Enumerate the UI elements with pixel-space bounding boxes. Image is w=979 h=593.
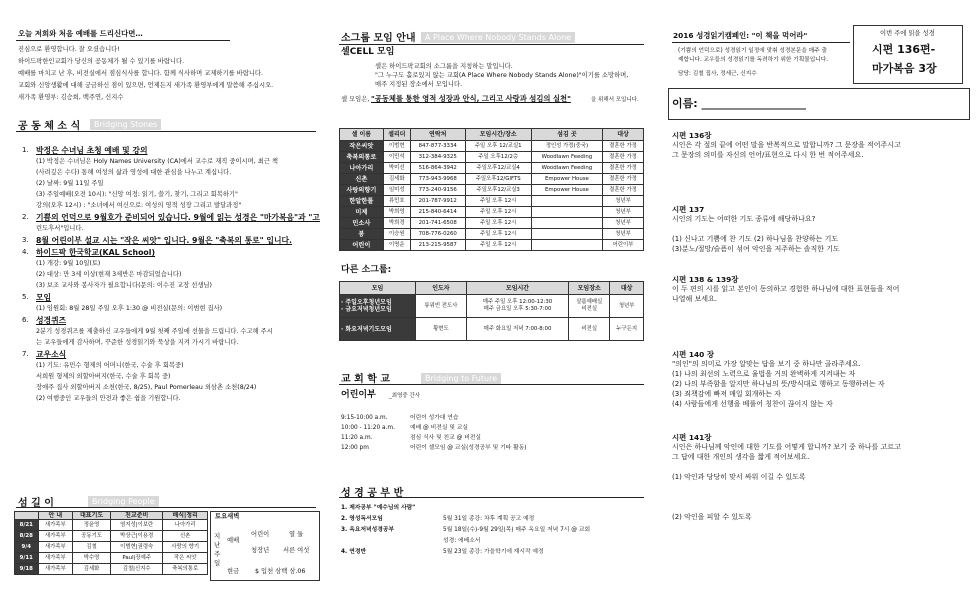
- cell-line: 셀은 하이드팍교회의 소그룹을 지칭하는 말입니다.: [375, 63, 513, 70]
- community-item-detail: (1) 박정은 수녀님은 Holy Names University (CA)에서 교수로 재직 중이시며, 최근 책: [36, 158, 278, 165]
- school-sub-small: _최영중 간사: [389, 393, 421, 399]
- cell-table-cell: [531, 196, 602, 207]
- motto: "공동체를 통한 영적 성장과 안식, 그리고 사랑과 섬김의 실천": [371, 94, 571, 103]
- cell-table-cell: 청년부: [603, 196, 644, 207]
- cell-table-cell: 847-877-3334: [410, 141, 465, 152]
- cell-line: 매주 지정된 장소에서 모입니다.: [375, 81, 463, 88]
- cell-table-cell: 민소사: [340, 218, 384, 229]
- serving-title: 섬 길 이: [18, 498, 54, 509]
- other-groups-header: 모임시간: [466, 282, 568, 295]
- question-line: 그 답에 대한 개인의 생각을 짧게 적어보세요.: [672, 453, 810, 461]
- community-item-number: 2.: [22, 213, 29, 221]
- cell-table-cell: 정인성 가정(중국): [531, 141, 602, 152]
- other-groups-header: 대상: [610, 282, 644, 295]
- cash-label: 현금: [227, 568, 240, 575]
- serving-header: 친교준비: [111, 512, 163, 520]
- attendance-box: [210, 511, 320, 581]
- other-groups-header: 모임: [340, 282, 416, 295]
- serving-cell: 9/18: [15, 564, 39, 575]
- question-line: 이 두 편의 시를 읽고 본인이 동의하고 경험한 하나님에 대한 표현들을 적어: [672, 285, 900, 293]
- cell-title: 셀CELL 모임: [341, 47, 395, 57]
- cell-table-row: [340, 229, 644, 240]
- welcome-line: 교회와 신앙생활에 대해 궁금하신 점이 있으면, 언제든지 새가족 환영부에게 말씀해 주십시오.: [18, 82, 274, 89]
- serving-cell: 사랑의 향기: [163, 542, 208, 553]
- cell-table-cell: 773-943-9968: [410, 174, 465, 185]
- cell-table-cell: Empower House: [531, 185, 602, 196]
- cell-table-cell: 작은씨앗: [340, 141, 384, 152]
- question-line: (1) 악인과 당당히 맞서 싸워 이길 수 있도록: [672, 473, 806, 481]
- cell-table-row: [340, 141, 644, 152]
- serving-cell: 김철: [73, 542, 111, 553]
- other-groups-cell: 살롬예배실 비전실: [569, 295, 610, 318]
- children-count: 열 둘: [289, 531, 304, 538]
- cell-table-row: [340, 207, 644, 218]
- reading-box-label: 이번 주에 읽을 성경: [880, 30, 935, 37]
- cell-table-cell: 청년부: [603, 218, 644, 229]
- community-item-detail: 는 교우들에게 감사하며, 꾸준한 성경읽기와 묵상을 지켜 가시기 바랍니다.: [36, 339, 239, 346]
- serving-row: [15, 542, 208, 553]
- worship-label: 예배: [227, 537, 240, 544]
- serving-cell: 새가족부: [38, 542, 73, 553]
- question-line: (1) 신나고 기쁨에 찬 기도 (2) 하나님을 찬양하는 기도: [672, 235, 839, 243]
- cell-table-cell: Empower House: [531, 174, 602, 185]
- other-groups-cell: · 화요저녁기도모임: [340, 318, 416, 341]
- campaign-intro: (기쁨의 언덕으로) 성경읽기 일정에 맞춰 성경본문을 매주 출: [678, 48, 827, 54]
- serving-cell: 새가족부: [38, 531, 73, 542]
- offering-amount: $ 입천 삼백 삼.06: [255, 568, 306, 575]
- school-activity: 어린이 셀모임 @ 교실(성경공부 및 기타 활동): [410, 445, 527, 451]
- cell-table-row: [340, 152, 644, 163]
- cell-table-cell: 312-384-9325: [410, 152, 465, 163]
- community-item-title: 성경퀴즈: [36, 316, 67, 325]
- serving-cell: 정윤영: [73, 520, 111, 531]
- serving-cell: 새가족부: [38, 564, 73, 575]
- serving-table: [14, 511, 208, 575]
- cell-table-cell: 한알한톨: [340, 196, 384, 207]
- smallgroup-title: 소그룹 모임 안내: [341, 33, 416, 44]
- cell-table-cell: [531, 240, 602, 251]
- other-groups-table: [339, 281, 644, 341]
- serving-cell: 김철|신지수: [111, 564, 163, 575]
- serving-cell: 박상근|이용경: [111, 531, 163, 542]
- cell-table-cell: 청년부: [603, 229, 644, 240]
- children-label: 어린이: [251, 531, 270, 538]
- serving-cell: 염지성|이보란: [111, 520, 163, 531]
- campaign-intro: 제합니다. 교우들의 성경읽기를 독려하기 위한 기획물입니다.: [678, 57, 829, 63]
- cell-table-cell: 결혼한 가정: [603, 174, 644, 185]
- community-item-title: 기쁨의 언덕으로 9월호가 준비되어 있습니다. 9월에 읽는 성경은 "마가복음"과 "고: [36, 213, 320, 222]
- community-item-number: 3.: [22, 236, 29, 244]
- cell-table-cell: [531, 229, 602, 240]
- cell-table-cell: 708-776-0260: [410, 229, 465, 240]
- community-item-number: 4.: [22, 248, 29, 256]
- community-item-detail: (2) 여행중인 교우들의 안전과 좋은 쉼을 기원합니다.: [36, 395, 181, 402]
- school-time: 11:20 a.m.: [341, 435, 373, 441]
- cell-table-cell: 215-840-6414: [410, 207, 465, 218]
- cell-table-cell: Woodlawn Feeding: [531, 163, 602, 174]
- study-detail: 5월 18일(수)-9월 29일(목) 매주 옥요일 저녁 7시 @ 교회: [443, 527, 591, 533]
- question-line: (4) 사람들에게 선행을 베풀어 칭찬이 끊이지 않는 자: [672, 400, 833, 408]
- cell-table-header: 셀리더: [383, 129, 410, 141]
- serving-row: [15, 531, 208, 542]
- cell-table-cell: 청년부: [603, 207, 644, 218]
- cell-table-cell: Woodlawn Feeding: [531, 152, 602, 163]
- community-ghost: Bridging Stones: [90, 119, 161, 130]
- cell-table-row: [340, 163, 644, 174]
- cell-table-cell: 213-215-9587: [410, 240, 465, 251]
- community-item-number: 5.: [22, 293, 29, 301]
- cell-table-cell: 신촌: [340, 174, 384, 185]
- serving-cell: 나아가리: [163, 520, 208, 531]
- other-groups-row: [340, 295, 644, 318]
- school-activity: 점심 식사 및 친교 @ 비전실: [410, 435, 482, 441]
- cell-table-header: 섬김 곳: [531, 129, 602, 141]
- column-middle: [335, 0, 655, 593]
- cell-table-cell: 주일 오후 12시: [465, 196, 531, 207]
- study-detail: 5월 31일 종강: 차후 계획 공고 예정: [443, 516, 535, 522]
- name-field-label: 이름: ___________________: [672, 97, 806, 110]
- question-line: 나열해 보세요.: [672, 295, 718, 303]
- other-groups-title: 다른 소그룹:: [341, 265, 392, 275]
- cell-table-cell: 201-741-6508: [410, 218, 465, 229]
- welcome-line: 진심으로 환영합니다. 잘 오셨습니다!: [18, 46, 120, 53]
- other-groups-cell: 류위빈 전도사: [415, 295, 466, 318]
- serving-cell: 8/21: [15, 520, 39, 531]
- question-line: (3)분노/절망/슬픔이 섞여 악인을 저주하는 솔직한 기도: [672, 245, 840, 253]
- cell-table-cell: 류민호: [383, 196, 410, 207]
- cell-table-cell: 나아가리: [340, 163, 384, 174]
- name-box[interactable]: [668, 88, 970, 120]
- question-title: 시편 141장: [672, 433, 712, 442]
- cell-table-cell: 201-787-9912: [410, 196, 465, 207]
- cell-table-cell: 주일 오후 12시: [465, 207, 531, 218]
- welcome-line: 새가족 환영부: 김승희, 백주연, 신지수: [18, 94, 124, 101]
- cell-table-cell: 미제: [340, 207, 384, 218]
- community-item-detail: 서희원 형제의 외할아버지(한국, 수술 후 회복 중): [36, 373, 171, 380]
- smallgroup-ghost: A Place Where Nobody Stands Alone: [421, 32, 575, 43]
- cell-table-cell: 주일 오후 12시: [465, 218, 531, 229]
- community-title: 공 동 체 소 식: [18, 121, 81, 132]
- cell-table-cell: 결혼한 가정: [603, 152, 644, 163]
- serving-cell: 박수영: [73, 553, 111, 564]
- cell-table-cell: 축복의통로: [340, 152, 384, 163]
- other-groups-cell: 청년부: [610, 295, 644, 318]
- other-groups-cell: 매주 화요일 저녁 7:00-8:00: [466, 318, 568, 341]
- serving-header: 대표기도: [73, 512, 111, 520]
- question-line: 시인은 하나님께 악인에 대한 기도를 어떻게 합니까? 보기 중 하나를 고르고: [672, 443, 901, 451]
- cell-table-cell: 임미성: [383, 185, 410, 196]
- serving-cell: 9/11: [15, 553, 39, 564]
- study-name: 1. 제자공부 "예수님의 사람": [341, 505, 416, 511]
- community-item-title: 박정은 수녀님 초청 예배 및 강의: [36, 146, 148, 155]
- community-item-detail: (1) 기도: 유민수 형제의 어머니(한국, 수술 후 회복중): [36, 362, 184, 369]
- serving-ghost: Bridging People: [88, 496, 159, 507]
- school-ghost: Bridging to Future: [421, 373, 501, 384]
- cell-table-row: [340, 185, 644, 196]
- cell-table-cell: 주일 오후 12/교실1: [465, 141, 531, 152]
- community-item-title: 하이드팍 한국학교(KAL School): [36, 248, 156, 257]
- school-title: 교 회 학 교: [341, 374, 391, 385]
- cell-table-cell: [531, 218, 602, 229]
- column-left: [0, 0, 330, 593]
- community-item-detail: 2분기 성경퀴즈를 제출하신 교우들에게 9월 첫째 주일에 선물을 드립니다. 수고해 주시: [36, 328, 273, 335]
- study-detail: 성경: 에베소서: [443, 538, 481, 544]
- community-item-detail: (2) 대상: 만 3세 이상(현재 3세반은 마감되었습니다): [36, 271, 182, 278]
- question-line: (2) 나의 부족함을 알지만 하나님의 뜻/방식대로 행하고 동행하려는 자: [672, 380, 885, 388]
- serving-cell: 김세화: [73, 564, 111, 575]
- community-item-number: 6.: [22, 316, 29, 324]
- question-line: (3) 죄책감에 빠져 매일 회개하는 자: [672, 390, 781, 398]
- serving-cell: 공동기도: [73, 531, 111, 542]
- motto-prefix: 셀 모임은,: [341, 96, 370, 103]
- cell-table-row: [340, 218, 644, 229]
- cell-table-cell: [531, 207, 602, 218]
- column-right: [668, 0, 973, 593]
- serving-row: [15, 553, 208, 564]
- reading-box-line2: 마가복음 3장: [872, 62, 937, 75]
- other-groups-header: 모임장소: [569, 282, 610, 295]
- study-name: 2. 영성독서모임: [341, 516, 383, 522]
- cell-table-cell: 어린이: [340, 240, 384, 251]
- other-groups-cell: · 주일오후청년모임 · 금요저녁청년모임: [340, 295, 416, 318]
- community-item-detail: (2) 날짜: 9월 11일 주일: [36, 180, 104, 187]
- question-line: 그 문장의 의미를 자신의 언어/표현으로 다시 한 번 적어주세요.: [672, 151, 864, 159]
- cell-table-cell: 주일 오후 12시: [465, 240, 531, 251]
- other-groups-cell: 비전실: [569, 318, 610, 341]
- community-item-detail: (1) 임원회: 8월 28일 주일 오후 1:30 @ 비전실(문의: 이범현 집사): [36, 305, 223, 312]
- saturday-dawn-label: 토요새벽: [215, 513, 240, 520]
- campaign-title: 2016 성경읽기캠페인: "이 책을 먹어라": [673, 31, 808, 40]
- community-item-title: 교우소식: [36, 350, 67, 359]
- cell-table: [339, 128, 644, 251]
- serving-row: [15, 520, 208, 531]
- serving-cell: 작은 씨앗: [163, 553, 208, 564]
- motto-suffix: 을 위해서 모입니다.: [591, 97, 639, 103]
- cell-table-header: 연락처: [410, 129, 465, 141]
- serving-cell: 축복의통로: [163, 564, 208, 575]
- serving-row: [15, 564, 208, 575]
- school-time: 10:00 - 11:20 a.m.: [341, 425, 395, 431]
- school-time: 12:00 pm: [341, 445, 369, 451]
- cell-table-cell: 결혼한 가정: [603, 141, 644, 152]
- cell-table-cell: 이명운: [383, 240, 410, 251]
- serving-cell: 새가족부: [38, 553, 73, 564]
- school-sub: 어린이부: [341, 390, 376, 400]
- community-item-detail: (사려깊은 수다) 통해 여성의 삶과 영성에 대한 관심을 나누고 계십니다.: [36, 169, 232, 176]
- cell-table-cell: 이승원: [383, 229, 410, 240]
- other-groups-cell: 황현도: [415, 318, 466, 341]
- other-groups-header: 인도자: [415, 282, 466, 295]
- community-item-number: 1.: [22, 146, 29, 154]
- school-time: 9:15-10:00 a.m.: [341, 415, 388, 421]
- community-item-number: 7.: [22, 350, 29, 358]
- question-line: (1) 나의 최선의 노력으로 율법을 거의 완벽하게 지켜내는 자: [672, 370, 856, 378]
- cell-table-cell: 주일오후12/교실4: [465, 163, 531, 174]
- question-title: 시편 137: [672, 205, 705, 214]
- cell-table-cell: 주일오후12/GIFTS: [465, 174, 531, 185]
- study-detail: 5월 23일 종강: 가을학기에 재시작 예정: [443, 549, 544, 555]
- cell-table-cell: 주일오후12/교실3: [465, 185, 531, 196]
- question-line: 시인의 기도는 어떠한 기도 종류에 해당하나요?: [672, 215, 816, 223]
- cell-table-cell: 주일 오후12/2층: [465, 152, 531, 163]
- reading-box: [853, 25, 963, 84]
- serving-cell: Paul|장예주: [111, 553, 163, 564]
- serving-header: 배식|정리: [163, 512, 208, 520]
- offering-label: 지난주일: [214, 532, 221, 567]
- question-line: 시인은 각 절의 끝에 어떤 말을 반복적으로 말합니까? 그 문장을 적어주시고: [672, 141, 901, 149]
- adult-label: 청장년: [251, 547, 270, 554]
- school-activity: 예배 @ 비전실 및 교실: [410, 425, 468, 431]
- community-item-title: 8월 어린이부 설교 시는 "작은 씨앗" 입니다. 9월은 "축복의 통로" 입니다.: [36, 236, 292, 245]
- cell-table-cell: 결혼한 가정: [603, 163, 644, 174]
- community-item-detail: (3) 주일예배(오전 10시): "신앙 여정: 읽기, 쓸기, 찾기, 그리고 회복하기": [36, 191, 238, 198]
- adult-count: 서른 여섯: [283, 547, 310, 554]
- welcome-line: 하이드팍한인교회가 당신의 공동체가 될 수 있기를 바랍니다.: [18, 58, 185, 65]
- cell-table-header: 셀 이름: [340, 129, 384, 141]
- cell-table-cell: 어린이부: [603, 240, 644, 251]
- question-title: 시편 138 & 139장: [672, 275, 739, 284]
- cell-table-cell: 주일 오후 12시: [465, 229, 531, 240]
- study-title: 성 경 공 부 반: [341, 488, 404, 499]
- other-groups-row: [340, 318, 644, 341]
- serving-header: [15, 512, 39, 520]
- serving-cell: 신촌: [163, 531, 208, 542]
- cell-table-cell: 이범현: [383, 141, 410, 152]
- cell-table-cell: 봉: [340, 229, 384, 240]
- welcome-title: 오늘 저희와 처음 예배를 드리신다면…: [18, 29, 143, 38]
- community-item-detail: 장애주 집사 외할아버지 소천(한국, 8/25), Paul Pomerleau 외삼촌 소천(8/24): [36, 384, 257, 391]
- other-groups-cell: 매주 주일 오후 12:00-12:30 매주 금요일 오후 5:30-7:00: [466, 295, 568, 318]
- question-title: 시편 136장: [672, 131, 712, 140]
- community-item-detail: (3) 보조 교사와 봉사자가 필요합니다(문의: 이수진 교장 선생님): [36, 282, 212, 289]
- cell-table-cell: 박희경: [383, 218, 410, 229]
- cell-table-cell: 773-240-9156: [410, 185, 465, 196]
- cell-table-cell: 사랑의향기: [340, 185, 384, 196]
- welcome-line: 예배를 마치고 난 후, 비전실에서 점심식사를 합니다. 함께 식사하며 교제하기를 바랍니다.: [18, 70, 264, 77]
- question-title: 시편 140 장: [672, 350, 714, 359]
- serving-cell: 9/4: [15, 542, 39, 553]
- serving-cell: 이범현|권령숙: [111, 542, 163, 553]
- cell-table-header: 모임시간/장소: [465, 129, 531, 141]
- cell-table-cell: 이민석: [383, 152, 410, 163]
- reading-box-line1: 시편 136편-: [872, 43, 936, 56]
- cell-table-cell: 박미선: [383, 163, 410, 174]
- cell-table-cell: 김세화: [383, 174, 410, 185]
- cell-table-cell: 결혼한 가정: [603, 185, 644, 196]
- cell-table-header: 대상: [603, 129, 644, 141]
- community-item-title: 모임: [36, 293, 52, 302]
- cell-table-row: [340, 196, 644, 207]
- study-name: 3. 옥요저녁성경공부: [341, 527, 395, 533]
- school-activity: 어린이 성가대 연습: [410, 415, 459, 421]
- cell-line: "그 누구도 홀로있지 않는 교회(A Place Where Nobody Stands Alone)"이기를 소망하며,: [375, 72, 629, 79]
- question-line: "의인"의 의미로 가장 알맞는 답을 보기 중 하나만 골라주세요.: [672, 360, 861, 368]
- cell-table-row: [340, 240, 644, 251]
- community-item-detail: 강의(오후 12시) : "소녀에서 여신으로: 여성의 영적 성장 그리고 발달과정": [36, 202, 242, 209]
- study-name: 4. 연경반: [341, 549, 367, 555]
- community-item-detail: 린도후서"입니다.: [36, 225, 84, 232]
- other-groups-cell: 누구든지: [610, 318, 644, 341]
- community-item-detail: (1) 개강: 9월 10일(토): [36, 260, 101, 267]
- campaign-intro: 담당: 김철 집사, 정세근, 신지수: [678, 71, 757, 77]
- serving-cell: 8/28: [15, 531, 39, 542]
- cell-table-cell: 박희영: [383, 207, 410, 218]
- question-line: (2) 악인을 피할 수 있도록: [672, 513, 752, 521]
- serving-cell: 새가족부: [38, 520, 73, 531]
- cell-table-row: [340, 174, 644, 185]
- serving-header: 안 내: [38, 512, 73, 520]
- cell-table-cell: 516-864-3942: [410, 163, 465, 174]
